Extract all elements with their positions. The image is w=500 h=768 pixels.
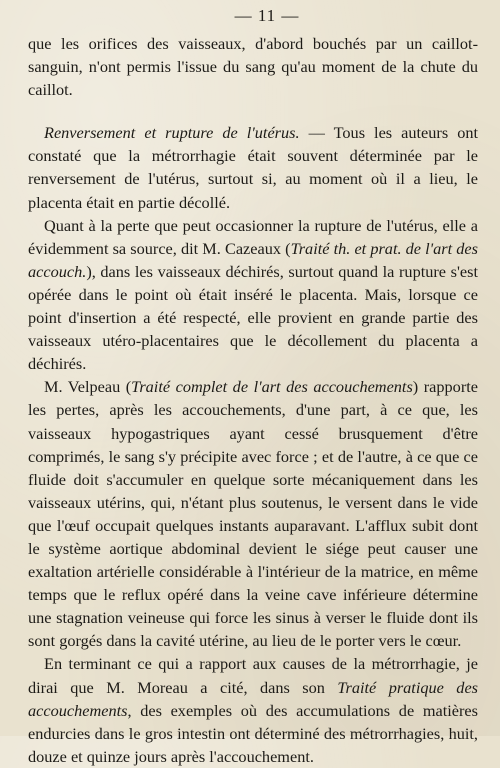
- paragraph-gap: [28, 101, 478, 121]
- paragraph-3-text-b: ), dans les vaisseaux déchirés, surtout quand la rupture s'est opérée dans le point où était inséré le placenta. Mais, lorsque ce point d'insertion a été respecté, elle provient en grande partie des vaisseaux utéro-placentaires que le décollement du placenta a déchirés.: [28, 261, 478, 374]
- paragraph-3: [28, 214, 478, 376]
- paragraph-5-text-b: , des exemples où des accumulations de matières endurcies dans le gros intestin ont déterminé des métrorrhagies, huit, douze et quinze jours après l'accouchement.: [28, 700, 478, 766]
- paragraph-5: [28, 652, 478, 767]
- paragraph-1-text: que les orifices des vaisseaux, d'abord bouchés par un caillot-sanguin, n'ont permis l'issue du sang qu'au moment de la chute du caillot.: [28, 34, 478, 100]
- section-heading-renversement: Renversement et rupture de l'utérus.: [44, 123, 300, 143]
- paragraph-5-text-a: En terminant ce qui a rapport aux causes de la métrorrhagie, je dirai que M. Moreau a cité, dans son: [28, 654, 478, 697]
- paragraph-4: [28, 375, 478, 652]
- page-number: — 11 —: [234, 6, 300, 25]
- paragraph-2: [28, 121, 478, 213]
- citation-velpeau: Traité complet de l'art des accouchements: [131, 377, 413, 397]
- paragraph-3-text-a: Quant à la perte que peut occasionner la rupture de l'utérus, elle a évidemment sa source, dit M. Cazeaux (: [28, 215, 478, 258]
- paragraph-4-text-a: M. Velpeau (: [44, 377, 132, 397]
- citation-moreau: Traité pratique des accouchements: [28, 677, 479, 720]
- paragraph-1: [28, 32, 478, 101]
- paragraph-4-text-b: ) rapporte les pertes, après les accouchements, d'une part, à ce que, les vaisseaux hypogastriques ayant cessé brusquement d'être comprimés, le sang s'y précipite avec force ; et de l'autre, à ce que ce fluide doit s'accumuler en quelque sorte mécaniquement dans les vaisseaux utérins, qui, n'étant plus soutenus, le versent dans le vide que l'œuf occupait quelques instants auparavant. L'afflux subit dont le système aortique abdominal devient le siége peut causer une exaltation artérielle considérable à l'intérieur de la matrice, en même temps que le reflux opéré dans la veine cave inférieure détermine une stagnation veineuse qui force les sinus à verser le fluide dont ils sont gorgés dans la cavité utérine, au lieu de le porter vers le cœur.: [28, 377, 478, 651]
- citation-cazeaux: Traité th. et prat. de l'art des accouch.: [28, 238, 478, 281]
- paragraph-2-text: — Tous les auteurs ont constaté que la métrorrhagie était souvent déterminée par le renversement de l'utérus, surtout si, au moment où il a lieu, le placenta était en partie décollé.: [28, 123, 479, 212]
